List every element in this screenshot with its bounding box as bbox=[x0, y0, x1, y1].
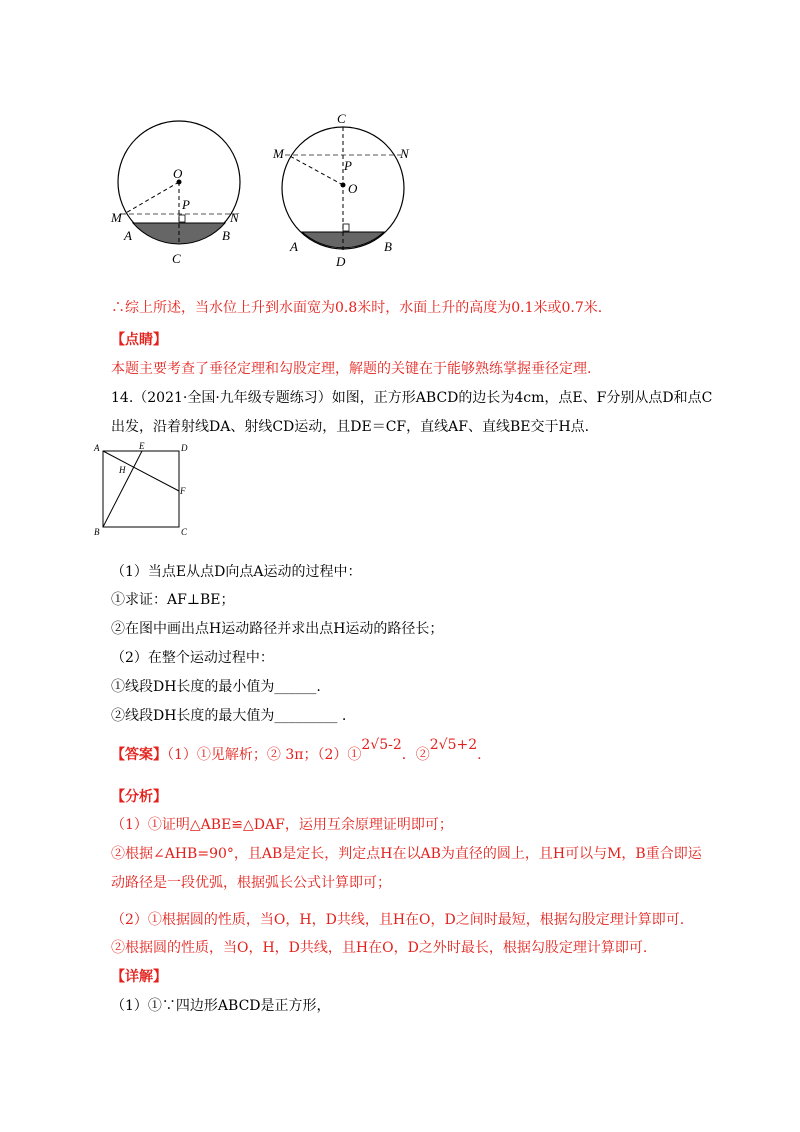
answer-value-1: 2√5-2 bbox=[361, 737, 402, 753]
dianjing-text: 本题主要考查了垂径定理和勾股定理，解题的关键在于能够熟练掌握垂径定理. bbox=[111, 361, 592, 377]
part2-text: （2）在整个运动过程中： bbox=[111, 650, 274, 666]
label-O: O bbox=[173, 166, 183, 181]
part1-item1: ①求证：AF⊥BE； bbox=[111, 592, 235, 608]
square-figure bbox=[92, 440, 202, 540]
analysis-line3: 动路径是一段优弧，根据弧长公式计算即可； bbox=[111, 875, 391, 891]
label-E: E bbox=[139, 441, 145, 451]
label-A: A bbox=[94, 443, 100, 453]
part2-item2: ②线段DH长度的最大值为_________ . bbox=[111, 708, 347, 724]
label-C: C bbox=[172, 251, 181, 266]
analysis-line5: ②根据圆的性质，当O，H，D共线，且H在O，D之外时最长，根据勾股定理计算即可. bbox=[111, 940, 648, 956]
label-P: P bbox=[182, 197, 190, 212]
question-number: 14. bbox=[111, 390, 134, 406]
part1-text: （1）当点E从点D向点A运动的过程中： bbox=[111, 564, 362, 580]
label-M: M bbox=[111, 210, 122, 225]
question-14-line1 bbox=[111, 388, 712, 408]
question-stem-1: 如图，正方形ABCD的边长为4cm，点E、F分别从点D和点C bbox=[331, 390, 713, 406]
label-D: D bbox=[336, 254, 346, 268]
question-14-line2: 出发，沿着射线DA、射线CD运动，且DE＝CF，直线AF、直线BE交于H点. bbox=[111, 419, 590, 435]
analysis-tag: 【分析】 bbox=[111, 789, 167, 805]
part2-item1: ①线段DH长度的最小值为______. bbox=[111, 679, 321, 695]
label-D: D bbox=[181, 443, 188, 453]
answer-text: （1）①见解析；② 3π；（2）① bbox=[167, 747, 362, 763]
analysis-line4: （2）①根据圆的性质，当O，H，D共线，且H在O，D之间时最短，根据勾股定理计算即可. bbox=[111, 912, 685, 928]
label-P: P bbox=[344, 158, 352, 173]
answer-end: . bbox=[477, 747, 482, 763]
answer-value-2: 2√5+2 bbox=[429, 737, 478, 753]
label-H: H bbox=[119, 465, 126, 475]
analysis-line1: （1）①证明△ABE≌△DAF，运用互余原理证明即可； bbox=[111, 817, 453, 833]
label-B: B bbox=[384, 239, 392, 254]
dianjing-tag: 【点睛】 bbox=[111, 332, 167, 348]
answer-tag: 【答案】 bbox=[111, 747, 167, 763]
label-N: N bbox=[400, 146, 409, 161]
answer-line bbox=[111, 737, 482, 765]
label-C: C bbox=[181, 527, 188, 537]
label-F: F bbox=[180, 486, 186, 496]
conclusion-text: ∴综上所述，当水位上升到水面宽为0.8米时，水面上升的高度为0.1米或0.7米. bbox=[111, 300, 603, 316]
circle-figure-1 bbox=[100, 115, 260, 270]
detail-line1: （1）①∵四边形ABCD是正方形， bbox=[111, 998, 331, 1014]
label-O: O bbox=[348, 181, 358, 196]
circle-figure-2 bbox=[268, 108, 428, 268]
label-B: B bbox=[222, 228, 230, 243]
label-N: N bbox=[230, 210, 239, 225]
answer-sep: ．② bbox=[401, 747, 430, 763]
label-A: A bbox=[290, 239, 298, 254]
question-source: （2021·全国·九年级专题练习） bbox=[133, 390, 332, 406]
analysis-line2: ②根据∠AHB=90°，且AB是定长，判定点H在以AB为直径的圆上，且H可以与M，B重合即运 bbox=[111, 846, 702, 862]
label-C: C bbox=[337, 111, 346, 126]
label-M: M bbox=[273, 146, 284, 161]
detail-tag: 【详解】 bbox=[111, 969, 167, 985]
label-A: A bbox=[124, 228, 132, 243]
label-B: B bbox=[94, 527, 100, 537]
part1-item2: ②在图中画出点H运动路径并求出点H运动的路径长； bbox=[111, 621, 444, 637]
